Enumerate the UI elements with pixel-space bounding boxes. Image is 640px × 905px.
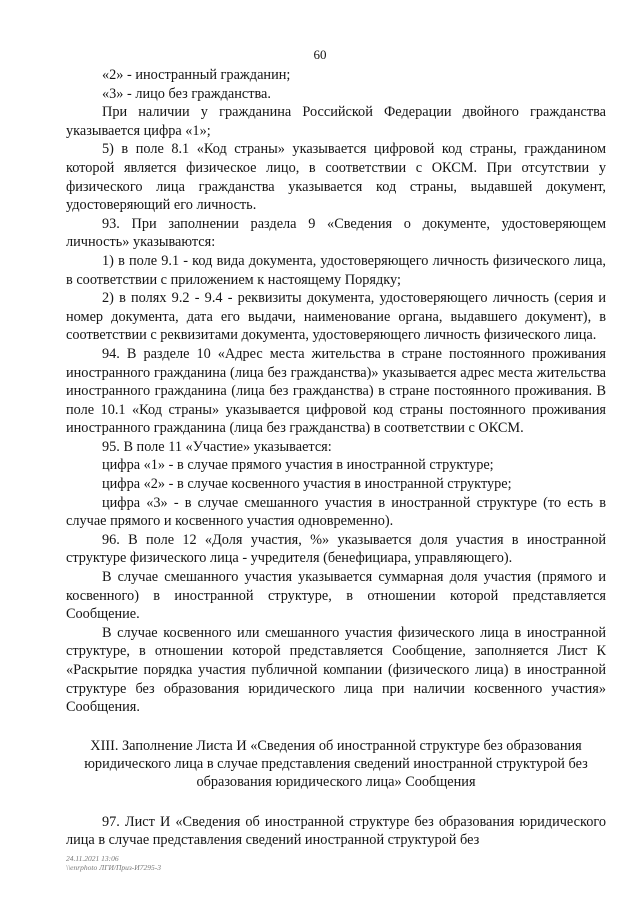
section-heading: XIII. Заполнение Листа И «Сведения об иностранной структуре без образования юридического лица в случае представления сведений иностранной структурой без образования юридического лица» Сообщения — [84, 737, 588, 790]
closing-paragraph: 97. Лист И «Сведения об иностранной структуре без образования юридического лица в случае представления сведений иностранной структурой без — [66, 813, 606, 849]
document-body — [66, 66, 606, 850]
footer-timestamp: 24.11.2021 13:06 — [66, 854, 119, 863]
paragraph: 1) в поле 9.1 - код вида документа, удостоверяющего личность физического лица, в соответствии с приложением к настоящему Порядку; — [66, 252, 606, 288]
paragraph: В случае косвенного или смешанного участия физического лица в иностранной структуре, в отношении которой представляется Сообщение, заполняется Лист К «Раскрытие порядка участия публичной компании (физического лица) в иностранной структуре без образования юридического лица при наличии косвенного участия» Сообщения. — [66, 624, 606, 716]
paragraph: 93. При заполнении раздела 9 «Сведения о документе, удостоверяющем личность» указываются: — [66, 215, 606, 251]
paragraph: «2» - иностранный гражданин; — [102, 67, 291, 83]
paragraph: При наличии у гражданина Российской Федерации двойного гражданства указывается цифра «1»; — [66, 104, 606, 139]
paragraph: 94. В разделе 10 «Адрес места жительства в стране постоянного проживания иностранного гражданина (лица без гражданства)» указывается адрес места жительства иностранного гражданина (лица без гражданства) в стране постоянного проживания. В поле 10.1 «Код страны» указывается цифровой код страны постоянного проживания иностранного гражданина (лица без гражданства) в соответствии с ОКСМ. — [66, 345, 606, 437]
paragraph: цифра «3» - в случае смешанного участия в иностранной структуре (то есть в случае прямого и косвенного участия одновременно). — [66, 494, 606, 530]
paragraph: 95. В поле 11 «Участие» указывается: — [102, 438, 332, 455]
paragraph: В случае смешанного участия указывается суммарная доля участия (прямого и косвенного) в иностранной структуре, в отношении которой представляется Сообщение. — [66, 569, 606, 623]
paragraph: 5) в поле 8.1 «Код страны» указывается цифровой код страны, гражданином которой является физическое лицо, в соответствии с ОКСМ. При отсутствии у физического лица гражданства указывается код страны, выдавшей документ, удостоверяющий его личность. — [66, 141, 606, 214]
footer-path: \\enrphoto ЛГИ/Приз-И7295-3 — [66, 863, 161, 872]
paragraph: 96. В поле 12 «Доля участия, %» указывается доля участия в иностранной структуре физического лица - учредителя (бенефициара, управляющего). — [66, 531, 606, 567]
paragraph: «3» - лицо без гражданства. — [102, 85, 271, 102]
paragraph: цифра «1» - в случае прямого участия в иностранной структуре; — [102, 457, 494, 474]
paragraph: цифра «2» - в случае косвенного участия в иностранной структуре; — [102, 476, 512, 493]
page-number: 60 — [313, 47, 327, 62]
document-footer — [66, 854, 161, 872]
paragraph: 2) в полях 9.2 - 9.4 - реквизиты документа, удостоверяющего личность (серия и номер документа, дата его выдачи, наименование органа, выдавшего документ), в соответствии с реквизитами документа, удостоверяющего личность физического лица. — [66, 290, 606, 344]
